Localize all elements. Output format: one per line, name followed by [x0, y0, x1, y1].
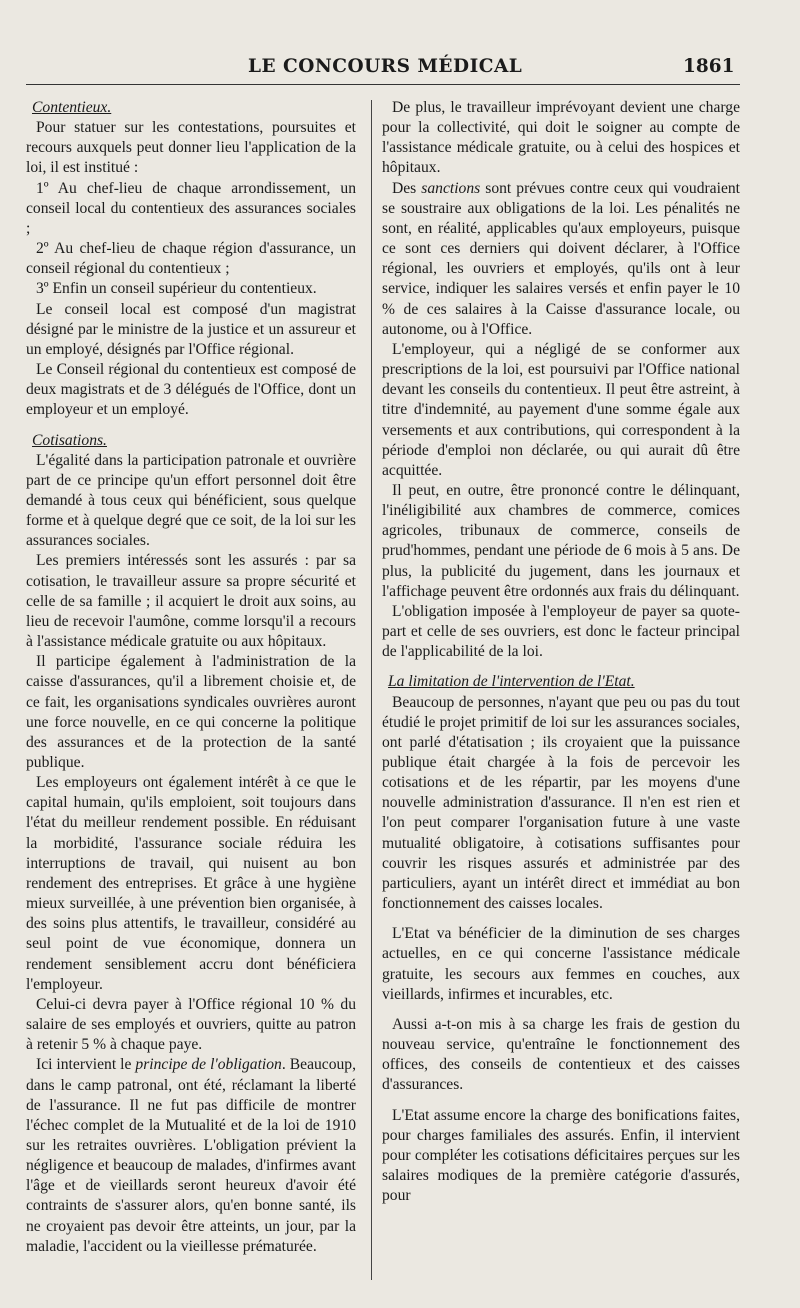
- text-run: sont prévues contre ceux qui voudraient se soustraire aux obligations de la loi. Les pénalités ne sont, en réalité, applicables qu'aux employeurs, puisque ce sont ces derniers qui doivent déclarer, à l'Office régional, les ouvriers et employés, qu'ils ont à leur service, indiquer les salaires versés et enfin payer le 10 % de ces salaires à la Caisse d'assurance locale, ou autonome, ou à l'Office.: [382, 179, 740, 338]
- paragraph: L'égalité dans la participation patronale et ouvrière part de ce principe qu'un effort personnel doit être demandé à tous ceux qui bénéficient, sous quelque forme et à quelque degré que ce soit, de la loi sur les assurances sociales.: [26, 451, 356, 550]
- header-rule: [26, 84, 740, 85]
- paragraph: Le Conseil régional du contentieux est composé de deux magistrats et de 3 délégués de l'Office, dont un employeur et un employé.: [26, 361, 356, 419]
- paragraph: L'obligation imposée à l'employeur de payer sa quote-part et celle de ses ouvriers, est donc le facteur principal de l'applicabilité de la loi.: [382, 602, 740, 661]
- heading-contentieux: Contentieux.: [32, 99, 112, 116]
- column-divider: [371, 100, 372, 1280]
- paragraph: Il participe également à l'administration de la caisse d'assurances, qu'il a librement choisie et, de ce fait, les organisations syndicales ouvrières auront une force nouvelle, en ce qui concerne la politique des assurances et de la protection de la santé publique.: [26, 653, 356, 771]
- paragraph: Les premiers intéressés sont les assurés : par sa cotisation, le travailleur assure sa propre sécurité et celle de sa famille ; il acquiert le droit aux soins, au lieu de recevoir l'aumône, comme lorsqu'il a recours à l'assistance médicale gratuite ou aux hôpitaux.: [26, 552, 356, 651]
- page-header: [0, 54, 800, 88]
- paragraph: Les employeurs ont également intérêt à ce que le capital humain, qu'ils emploient, soit toujours dans l'état du meilleur rendement possible. En réduisant la morbidité, l'assurance sociale réduira les interruptions de travail, qui nuisent au bon rendement des entreprises. Et grâce à une hygiène mieux surveillée, à une prévention bien organisée, à des soins plus attentifs, le travailleur, considéré au seul point de vue économique, donnera un rendement sensiblement accru dont bénéficiera l'employeur.: [26, 774, 356, 993]
- page-number: 1861: [683, 56, 735, 77]
- paragraph: De plus, le travailleur imprévoyant devient une charge pour la collectivité, qui doit le soigner au compte de l'assistance médicale gratuite, ou à celui des hospices et hôpitaux.: [382, 99, 740, 177]
- right-column: [382, 98, 740, 1206]
- text-run: Des: [392, 179, 422, 197]
- paragraph: Pour statuer sur les contestations, poursuites et recours auxquels peut donner lieu l'application de la loi, il est institué :: [26, 119, 356, 177]
- emphasis-text: principe de l'obligation: [135, 1056, 282, 1074]
- paragraph: Beaucoup de personnes, n'ayant que peu ou pas du tout étudié le projet primitif de loi sur les assurances sociales, ont parlé d'étatisation ; ils croyaient que la puissance publique était chargée à la fois de percevoir les cotisations et de les répartir, par les moyens d'une nouvelle administration d'assurance. Il n'en est rien et l'on peut comparer l'organisation future à une vaste mutualité obligatoire, à cotisations suffisantes pour couvrir les risques assurés et administrée par des particuliers, ayant un intérêt direct et immédiat au bon fonctionnement des caisses locales.: [382, 693, 740, 913]
- paragraph: Il peut, en outre, être prononcé contre le délinquant, l'inéligibilité aux chambres de commerce, comices agricoles, tribunaux de commerce, conseils de prud'hommes, pendant une période de 6 mois à 5 ans. De plus, la publicité du jugement, dans les journaux et l'affichage peuvent être ordonnés aux frais du délinquant.: [382, 481, 740, 600]
- paragraph: 3º Enfin un conseil supérieur du contentieux.: [36, 280, 317, 298]
- paragraph: 2º Au chef-lieu de chaque région d'assurance, un conseil régional du contentieux ;: [26, 240, 356, 278]
- journal-title: LE CONCOURS MÉDICAL: [248, 56, 523, 77]
- paragraph: Celui-ci devra payer à l'Office régional 10 % du salaire de ses employés et ouvriers, quitte au patron à retenir 5 % à chaque paye.: [26, 995, 356, 1054]
- emphasis-text: sanctions: [421, 179, 481, 197]
- paragraph: Le conseil local est composé d'un magistrat désigné par le ministre de la justice et un assureur et un employé, désignés par l'Office régional.: [26, 300, 356, 358]
- paragraph: L'Etat va bénéficier de la diminution de ses charges actuelles, en ce qui concerne l'assistance médicale gratuite, les secours aux femmes en couches, aux vieillards, infirmes et incurables, etc.: [382, 925, 740, 1003]
- heading-cotisations: Cotisations.: [32, 431, 107, 449]
- heading-limitation: La limitation de l'intervention de l'Etat.: [388, 673, 635, 691]
- paragraph: [26, 1055, 356, 1257]
- text-run: . Beaucoup, dans le camp patronal, ont été, réclamant la liberté de l'assurance. Il ne fut pas difficile de montrer l'échec complet de la Mutualité et de la loi de 1910 sur les retraites ouvrières. L'obligation prévient la négligence et beaucoup de malades, d'infirmes avant l'âge et de vieillards seront heureux d'avoir été contraints de s'assurer alors, qu'en bonne santé, ils ne croyaient pas devoir être atteints, un jour, par la maladie, l'accident ou la vieillesse prématurée.: [26, 1056, 356, 1255]
- paragraph: L'Etat assume encore la charge des bonifications faites, pour charges familiales des assurés. Enfin, il intervient pour compléter les cotisations déficitaires perçues sur les salaires modiques de la première catégorie d'assurés, pour: [382, 1106, 740, 1205]
- paragraph: Aussi a-t-on mis à sa charge les frais de gestion du nouveau service, qu'entraîne le fonctionnement des offices, des conseils de contentieux et des caisses d'assurances.: [382, 1015, 740, 1094]
- paragraph: L'employeur, qui a négligé de se conformer aux prescriptions de la loi, est poursuivi par l'Office national devant les conseils du contentieux. Il peut être astreint, à titre d'indemnité, au payement d'une somme égale aux versements et aux contributions, qui correspondent à la période d'emploi non déclarée, ou qui aurait dû être acquittée.: [382, 340, 740, 479]
- paragraph: [382, 179, 740, 340]
- text-run: Ici intervient le: [36, 1056, 136, 1074]
- paragraph: 1º Au chef-lieu de chaque arrondissement, un conseil local du contentieux des assurances sociales ;: [26, 179, 356, 237]
- left-column: [26, 98, 356, 1257]
